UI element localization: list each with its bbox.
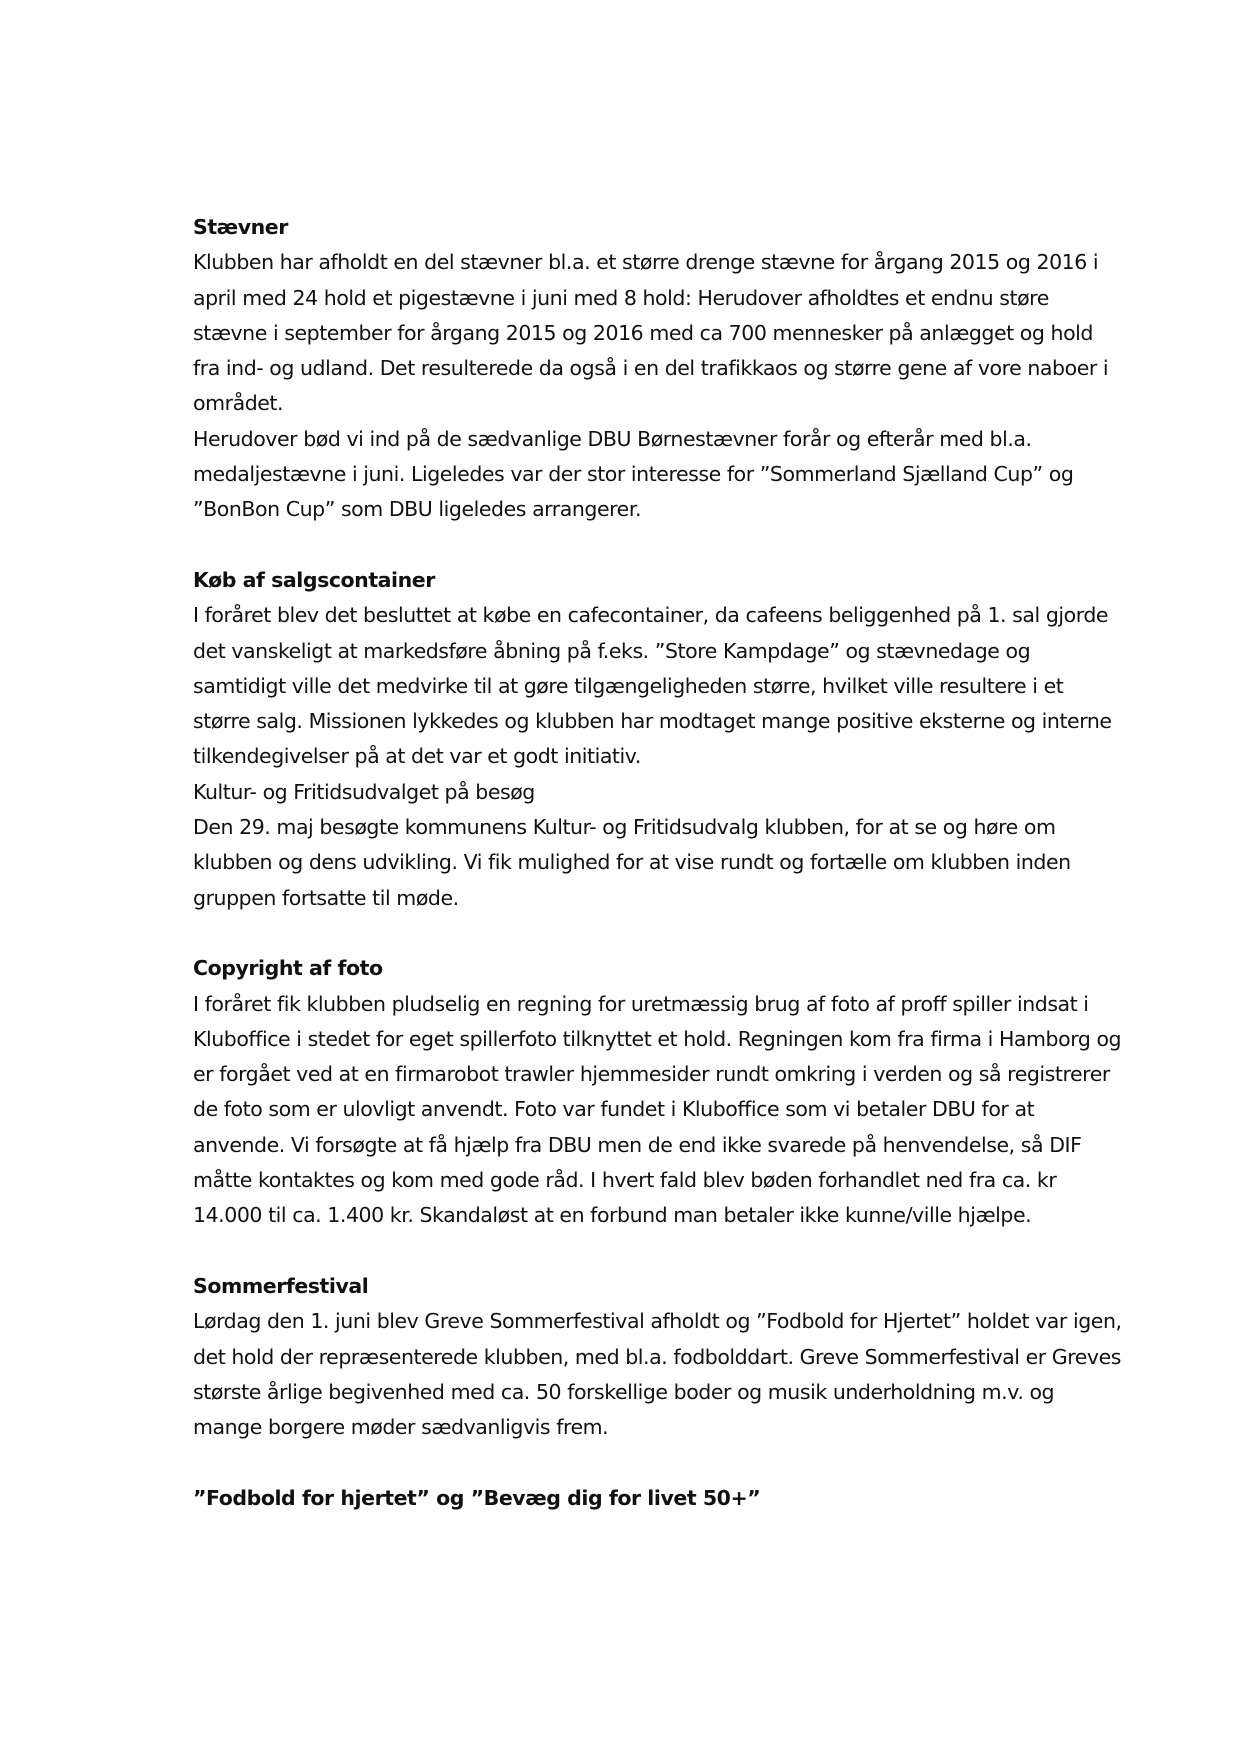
paragraph: Den 29. maj besøgte kommunens Kultur- og Fritidsudvalg klubben, for at se og høre om klubben og dens udvikling. Vi fik mulighed for at vise rundt og fortælle om klubben inden gruppen fortsatte til møde. [193, 815, 1071, 910]
section-heading: Køb af salgscontainer [193, 567, 435, 592]
section-heading: Sommerfestival [193, 1273, 369, 1298]
section-copyright [193, 951, 1123, 1233]
section-heading: Copyright af foto [193, 956, 383, 981]
section-fodbold-for-hjertet [193, 1481, 1123, 1516]
paragraph: Kultur- og Fritidsudvalget på besøg [193, 779, 535, 804]
paragraph: I foråret blev det besluttet at købe en cafecontainer, da cafeens beliggenhed på 1. sal gjorde det vanskeligt at markedsføre åbning på f.eks. ”Store Kampdage” og stævnedage og samtidigt ville det medvirke til at gøre tilgængeligheden større, hvilket ville resultere i et større salg. Missionen lykkedes og klubben har modtaget mange positive eksterne og interne tilkendegivelser på at det var et godt initiativ. [193, 603, 1112, 769]
paragraph: Herudover bød vi ind på de sædvanlige DBU Børnestævner forår og efterår med bl.a. medaljestævne i juni. Ligeledes var der stor interesse for ”Sommerland Sjælland Cup” og ”BonBon Cup” som DBU ligeledes arrangerer. [193, 426, 1074, 522]
paragraph: I foråret fik klubben pludselig en regning for uretmæssig brug af foto af proff spiller indsat i Kluboffice i stedet for eget spillerfoto tilknyttet et hold. Regningen kom fra firma i Hamborg og er forgået ved at en firmarobot trawler hjemmesider rundt omkring i verden og så registrerer de foto som er ulovligt anvendt. Foto var fundet i Kluboffice som vi betaler DBU for at anvende. Vi forsøgte at få hjælp fra DBU men de end ikke svarede på henvendelse, så DIF måtte kontaktes og kom med gode råd. I hvert fald blev bøden forhandlet ned fra ca. kr 14.000 til ca. 1.400 kr. Skandaløst at en forbund man betaler ikke kunne/ville hjælpe. [193, 991, 1122, 1228]
section-staevner [193, 210, 1123, 528]
paragraph: Lørdag den 1. juni blev Greve Sommerfestival afholdt og ”Fodbold for Hjertet” holdet var igen, det hold der repræsenterede klubben, med bl.a. fodbolddart. Greve Sommerfestival er Greves største årlige begivenhed med ca. 50 forskellige boder og musik underholdning m.v. og mange borgere møder sædvanligvis frem. [193, 1309, 1122, 1440]
section-heading: Stævner [193, 215, 288, 239]
section-sommerfestival [193, 1269, 1123, 1445]
section-salgscontainer [193, 563, 1123, 916]
section-heading: ”Fodbold for hjertet” og ”Bevæg dig for livet 50+” [193, 1485, 761, 1510]
paragraph: Klubben har afholdt en del stævner bl.a. et større drenge stævne for årgang 2015 og 2016 i april med 24 hold et pigestævne i juni med 8 hold: Herudover afholdtes et endnu støre stævne i september for årgang 2015 og 2016 med ca 700 mennesker på anlægget og hold fra ind- og udland. Det resulterede da også i en del trafikkaos og større gene af vore naboer i området. [193, 250, 1109, 416]
document-page [193, 210, 1123, 1551]
